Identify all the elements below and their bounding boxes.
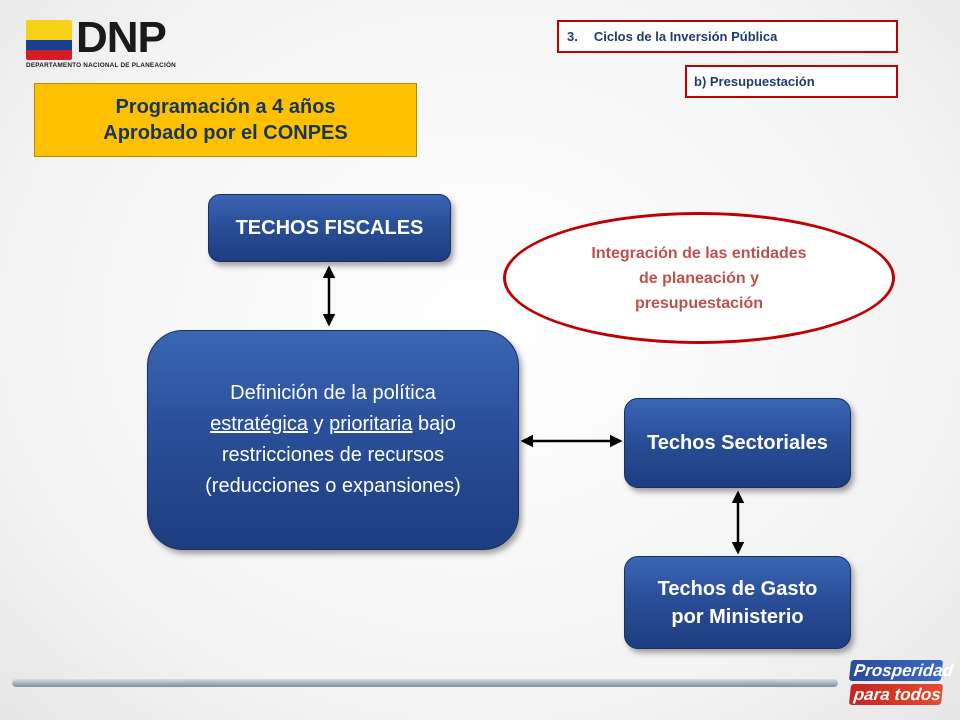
word-y: y (307, 413, 330, 435)
integracion-line1: Integración de las entidades (591, 244, 807, 262)
techos-gasto-line1: Techos de Gasto (657, 577, 818, 600)
logo-wordmark: DNP (76, 13, 166, 62)
programacion-box (34, 83, 417, 157)
footer-logo-line2: para todos (849, 684, 943, 705)
subsection-tag: b) Presupuestación (685, 65, 898, 98)
techos-fiscales-box: TECHOS FISCALES (208, 194, 451, 262)
programacion-line2: Aprobado por el CONPES (103, 122, 348, 144)
politica-line3: restricciones de recursos (221, 444, 445, 466)
prosperidad-logo (850, 660, 955, 706)
word-bajo: bajo (412, 413, 456, 435)
word-prioritaria: prioritaria (329, 413, 413, 435)
logo-subtitle: DEPARTAMENTO NACIONAL DE PLANEACIÓN (26, 62, 176, 69)
footer-divider (12, 679, 838, 687)
footer-logo-line1: Prosperidad (849, 660, 943, 681)
section-title: Ciclos de la Inversión Pública (593, 29, 778, 44)
politica-line1: Definición de la política (230, 382, 436, 404)
politica-line2 (210, 409, 456, 440)
integracion-ellipse (503, 212, 895, 344)
section-number: 3. (567, 29, 578, 44)
integracion-line3: presupuestación (634, 294, 764, 312)
word-estrategica: estratégica (210, 413, 308, 435)
section-tag (557, 20, 898, 53)
programacion-line1: Programación a 4 años (115, 96, 336, 118)
definicion-politica-box (147, 330, 519, 550)
politica-line4: (reducciones o expansiones) (205, 475, 461, 497)
techos-sectoriales-box: Techos Sectoriales (624, 398, 851, 488)
colombia-flag-icon (26, 20, 72, 60)
techos-gasto-box (624, 556, 851, 649)
techos-gasto-line2: por Ministerio (671, 605, 804, 628)
dnp-logo (26, 13, 186, 70)
integracion-line2: de planeación y (638, 269, 760, 287)
